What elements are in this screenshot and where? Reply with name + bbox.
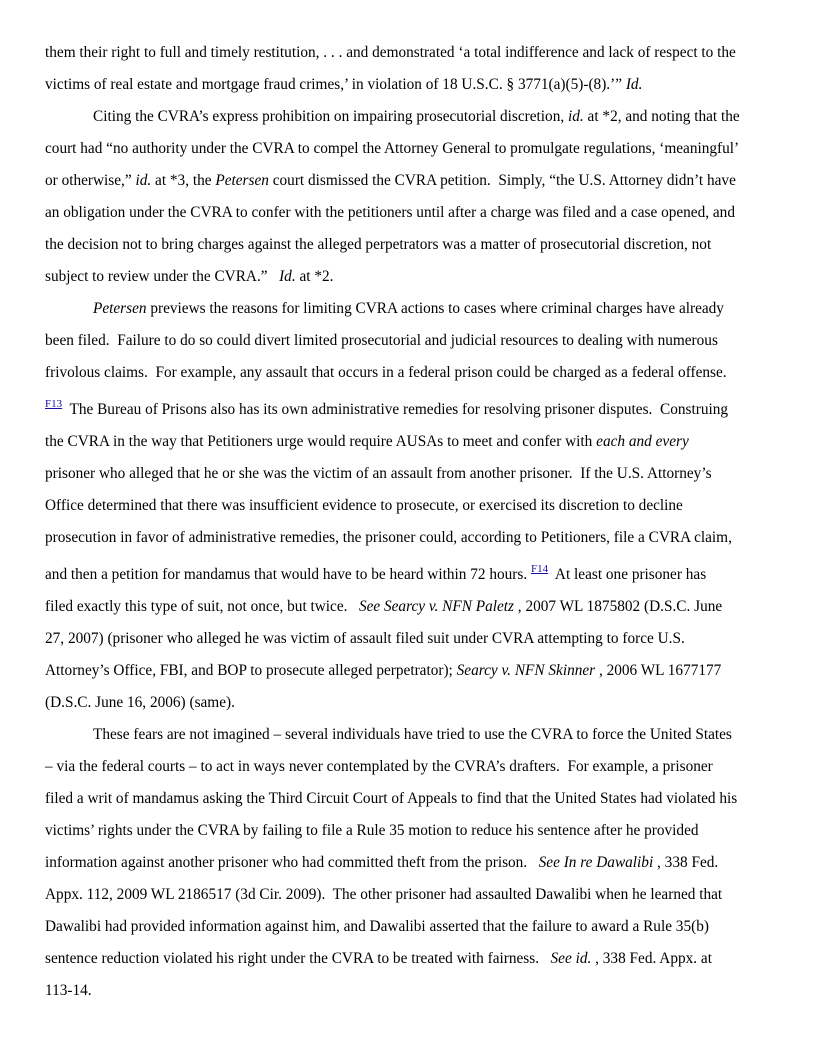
- text-line: [45, 458, 775, 490]
- text-run: the decision not to bring charges against the alleged perpetrators was a matter of prosecutorial discretion, not: [45, 236, 712, 253]
- text-run: an obligation under the CVRA to confer with the petitioners until after a charge was filed and a case opened, and: [45, 204, 735, 221]
- text-run: Citing the CVRA’s express prohibition on impairing prosecutorial discretion,: [93, 108, 568, 125]
- text-run: previews the reasons for limiting CVRA actions to cases where criminal charges have already: [146, 300, 724, 317]
- paragraph-first-line: [45, 293, 775, 325]
- text-run: or otherwise,”: [45, 172, 136, 189]
- text-run: at *2.: [295, 268, 334, 285]
- text-line: [45, 133, 775, 165]
- text-run: filed exactly this type of suit, not once, but twice.: [45, 598, 359, 615]
- paragraph-first-line: [45, 719, 775, 751]
- text-line: [45, 879, 775, 911]
- text-line: [45, 591, 775, 623]
- text-run: victims of real estate and mortgage fraud crimes,’ in violation of 18 U.S.C. § 3771(a)(5)-(8).’”: [45, 76, 626, 93]
- text-line: [45, 943, 775, 975]
- text-line: [45, 815, 775, 847]
- text-line: [45, 554, 775, 591]
- citation-id: Id.: [279, 268, 296, 285]
- case-name: Petersen: [93, 300, 147, 317]
- text-line: [45, 623, 775, 655]
- citation-id: Id.: [625, 76, 643, 93]
- citation-id: id.: [135, 172, 152, 189]
- text-run: These fears are not imagined – several individuals have tried to use the CVRA to force the United States: [93, 726, 732, 743]
- text-run: at *2, and noting that the: [583, 108, 740, 125]
- text-line: [45, 389, 775, 426]
- citation-id: id.: [568, 108, 584, 125]
- text-line: [45, 426, 775, 458]
- text-run: been filed. Failure to do so could divert limited prosecutorial and judicial resources to dealing with numerous: [45, 332, 718, 349]
- footnote-link-f13[interactable]: F13: [45, 398, 63, 410]
- text-line: [45, 325, 775, 357]
- text-line: [45, 37, 775, 69]
- text-run: (D.S.C. June 16, 2006) (same).: [45, 694, 235, 711]
- text-run: them their right to full and timely restitution, . . . and demonstrated ‘a total indifference and lack of respect to the: [45, 44, 736, 61]
- text-run: Office determined that there was insufficient evidence to prosecute, or exercised its discretion to decline: [45, 497, 683, 514]
- text-run: victims’ rights under the CVRA by failing to file a Rule 35 motion to reduce his sentence after he provided: [45, 822, 699, 839]
- text-run: sentence reduction violated his right under the CVRA to be treated with fairness.: [45, 950, 551, 967]
- text-run: Appx. 112, 2009 WL 2186517 (3d Cir. 2009). The other prisoner had assaulted Dawalibi when he learned that: [45, 886, 723, 903]
- text-run: subject to review under the CVRA.”: [45, 268, 280, 285]
- text-line: [45, 655, 775, 687]
- text-line: [45, 357, 775, 389]
- text-line: [45, 229, 775, 261]
- text-line: [45, 783, 775, 815]
- text-run: Dawalibi had provided information against him, and Dawalibi asserted that the failure to award a Rule 35(b): [45, 918, 709, 935]
- text-run: , 2006 WL 1677177: [595, 662, 722, 679]
- text-run: , 338 Fed.: [653, 854, 719, 871]
- text-line: [45, 751, 775, 783]
- text-run: Attorney’s Office, FBI, and BOP to prosecute alleged perpetrator);: [45, 662, 457, 679]
- text-line: [45, 911, 775, 943]
- text-line: [45, 69, 775, 101]
- text-line: [45, 847, 775, 879]
- footnote-link-f14[interactable]: F14: [531, 563, 549, 575]
- text-run: At least one prisoner has: [548, 566, 707, 583]
- text-run: the CVRA in the way that Petitioners urge would require AUSAs to meet and confer with: [45, 433, 597, 450]
- text-line: [45, 522, 775, 554]
- case-citation: See In re Dawalibi: [538, 854, 654, 871]
- text-run: – via the federal courts – to act in ways never contemplated by the CVRA’s drafters. For example, a prisoner: [45, 758, 713, 775]
- text-line: [45, 197, 775, 229]
- text-run: court had “no authority under the CVRA to compel the Attorney General to promulgate regulations, ‘meaningful’: [45, 140, 740, 157]
- text-line: [45, 261, 775, 293]
- case-name: Petersen: [215, 172, 269, 189]
- text-run: , 338 Fed. Appx. at: [591, 950, 712, 967]
- text-run: , 2007 WL 1875802 (D.S.C. June: [513, 598, 723, 615]
- text-run: The Bureau of Prisons also has its own administrative remedies for resolving prisoner disputes. Construing: [62, 401, 729, 418]
- text-run: filed a writ of mandamus asking the Third Circuit Court of Appeals to find that the United States had violated his: [45, 790, 738, 807]
- paragraph-first-line: [45, 101, 775, 133]
- text-run: prosecution in favor of administrative remedies, the prisoner could, according to Petitioners, file a CVRA claim,: [45, 529, 732, 546]
- text-line: [45, 687, 775, 719]
- text-line: [45, 490, 775, 522]
- document-page: [45, 37, 775, 1007]
- text-run: information against another prisoner who had committed theft from the prison.: [45, 854, 539, 871]
- text-run: frivolous claims. For example, any assault that occurs in a federal prison could be charged as a federal offense.: [45, 364, 727, 381]
- text-run: and then a petition for mandamus that would have to be heard within 72 hours.: [45, 566, 531, 583]
- text-run: 113-14.: [45, 982, 92, 999]
- text-run: court dismissed the CVRA petition. Simply, “the U.S. Attorney didn’t have: [268, 172, 736, 189]
- text-run: 27, 2007) (prisoner who alleged he was victim of assault filed suit under CVRA attempting to force U.S.: [45, 630, 685, 647]
- citation-id: See id.: [550, 950, 592, 967]
- text-line: [45, 165, 775, 197]
- case-citation: Searcy v. NFN Skinner: [456, 662, 596, 679]
- text-run: prisoner who alleged that he or she was the victim of an assault from another prisoner. If the U.S. Attorney’s: [45, 465, 712, 482]
- emphasis-text: each and every: [596, 433, 689, 450]
- text-run: at *3, the: [151, 172, 216, 189]
- text-line: [45, 975, 775, 1007]
- case-citation: See Searcy v. NFN Paletz: [358, 598, 514, 615]
